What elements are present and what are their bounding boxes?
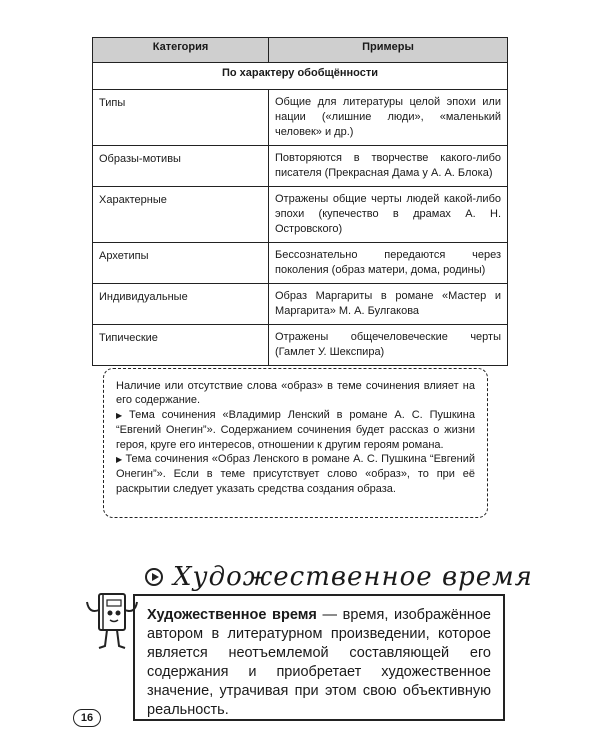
note-bullet: ▶ Тема сочинения «Владимир Ленский в романе А. С. Пушкина “Евгений Онегин”». Содержанием сочинения будет рассказ о жизни героя, круге его интересов, отношении к другим героям романа. [116, 408, 475, 451]
section-heading [145, 560, 533, 594]
table-row [93, 146, 508, 187]
row-example: Повторяются в творчестве какого-либо писателя (Прекрасная Дама у А. А. Блока) [269, 146, 508, 187]
table-header-row [93, 38, 508, 63]
row-example: Отражены общие черты людей какой-либо эпохи (купечество в драмах А. Н. Островского) [269, 187, 508, 243]
table-row [93, 243, 508, 284]
definition-box [133, 594, 505, 721]
table-section-row [93, 63, 508, 90]
definition-text: — время, изображённое автором в литературном произведении, которое является неотъемлемой составляющей его содержания и приобретает художественное значение, утрачивая при этом свою объективную реальность. [147, 607, 491, 718]
table-row [93, 325, 508, 366]
row-example: Общие для литературы целой эпохи или нации («лишние люди», «маленький человек» и др.) [269, 90, 508, 146]
table-row [93, 90, 508, 146]
row-category: Типические [93, 325, 269, 366]
categories-table [92, 37, 508, 366]
table-row [93, 187, 508, 243]
row-category: Образы-мотивы [93, 146, 269, 187]
note-bullet: ▶ Тема сочинения «Образ Ленского в романе А. С. Пушкина “Евгений Онегин”». Если в теме присутствует слово «образ», то при её раскрытии следует указать средства создания образа. [116, 453, 476, 495]
play-circle-icon [145, 568, 163, 586]
row-example: Отражены общечеловеческие черты (Гамлет У. Шекспира) [269, 325, 508, 366]
page-number: 16 [73, 709, 101, 727]
row-category: Типы [93, 90, 269, 146]
section-heading-text: Художественное время [173, 562, 533, 592]
triangle-bullet-icon: ▶ [116, 455, 123, 465]
row-example: Бессознательно передаются через поколения (образ матери, дома, родины) [269, 243, 508, 284]
note-intro: Наличие или отсутствие слова «образ» в теме сочинения влияет на его содержание. [116, 380, 475, 407]
section-title: По характеру обобщённости [93, 63, 508, 90]
triangle-bullet-icon: ▶ [116, 410, 126, 420]
book-mascot-icon [83, 588, 141, 654]
row-example: Образ Маргариты в романе «Мастер и Маргарита» М. А. Булгакова [269, 284, 508, 325]
header-category: Категория [93, 38, 269, 63]
note-box [103, 368, 488, 518]
header-examples: Примеры [269, 38, 508, 63]
definition-term: Художественное время [147, 607, 317, 623]
row-category: Архетипы [93, 243, 269, 284]
row-category: Индивидуальные [93, 284, 269, 325]
row-category: Характерные [93, 187, 269, 243]
table-row [93, 284, 508, 325]
